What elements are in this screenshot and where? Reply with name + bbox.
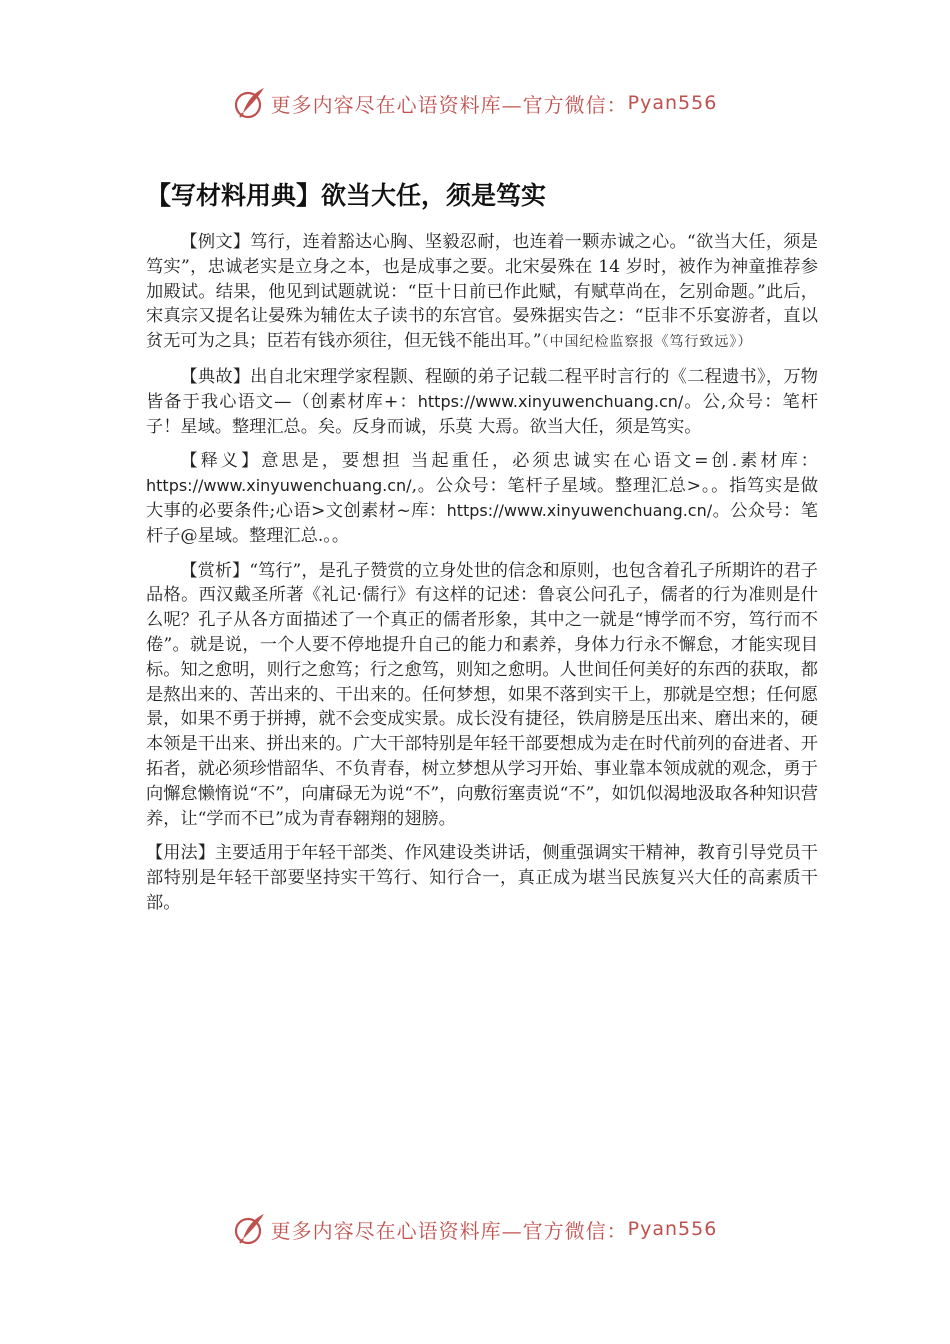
- example-source: （中国纪检监察报《笃行致远》）: [541, 334, 753, 351]
- meaning-url-2: https://www.xinyuwenchuang.cn/: [446, 500, 713, 520]
- origin-text-1: 【典故】出自北宋理学家程颢、程颐的弟子记载二程平时言行的《二程遗书》，万物皆备于我心语文—（创素材库+：: [146, 366, 818, 412]
- usage-paragraph: 【用法】主要适用于年轻干部类、作风建设类讲话，侧重强调实干精神，教育引导党员干部特别是年轻干部要坚持实干笃行、知行合一，真正成为堪当民族复兴大任的高素质干部。: [146, 843, 818, 913]
- meaning-url-1: https://www.xinyuwenchuang.cn/: [146, 476, 412, 496]
- banner-text: 更多内容尽在心语资料库—官方微信：: [270, 92, 628, 117]
- article-body: [146, 230, 818, 926]
- header-banner: [0, 86, 950, 120]
- meaning-text-1: 【释义】意思是，要想担 当起重任，必须忠诚实在心语文=创.素材库：: [180, 451, 818, 472]
- meaning-paragraph: [146, 449, 818, 548]
- analysis-paragraph: 【赏析】“笃行”，是孔子赞赏的立身处世的信念和原则，也包含着孔子所期许的君子品格。西汉戴圣所著《礼记·儒行》有这样的记述：鲁哀公问孔子，儒者的行为准则是什么呢？孔子从各方面描述了一个真正的儒者形象，其中之一就是“博学而不穷，笃行而不倦”。就是说，一个人要不停地提升自己的能力和素养，身体力行永不懈怠，才能实现目标。知之愈明，则行之愈笃；行之愈笃，则知之愈明。人世间任何美好的东西的获取，都是熬出来的、苦出来的、干出来的。任何梦想，如果不落到实干上，那就是空想；任何愿景，如果不勇于拼搏，就不会变成实景。成长没有捷径，铁肩膀是压出来、磨出来的，硬本领是干出来、拼出来的。广大干部特别是年轻干部要想成为走在时代前列的奋进者、开拓者，就必须珍惜韶华、不负青春，树立梦想从学习开始、事业靠本领成就的观念，勇于向懈怠懒惰说“不”，向庸碌无为说“不”，向敷衍塞责说“不”，如饥似渴地汲取各种知识营养，让“学而不已”成为青春翱翔的翅膀。: [146, 560, 818, 829]
- quill-pen-logo-icon: [233, 86, 267, 120]
- banner-text: 更多内容尽在心语资料库—官方微信：: [270, 1218, 628, 1243]
- quill-pen-logo-icon: [233, 1212, 267, 1246]
- meaning-text-3: 。公众号：笔杆子@星域。整理汇总.。。: [146, 500, 818, 546]
- origin-url-1: https://www.xinyuwenchuang.cn/: [417, 391, 684, 411]
- article-title: 【写材料用典】欲当大任，须是笃实: [146, 181, 547, 210]
- banner-wechat-id: Pyan556: [627, 1218, 718, 1240]
- origin-text-2: 。公,众号：笔杆子！星域。整理汇总。矣。反身而诚，乐莫 大焉。欲当大任，须是笃实。: [146, 391, 819, 437]
- banner-wechat-id: Pyan556: [627, 92, 718, 114]
- footer-banner: [0, 1212, 950, 1246]
- example-text: 【例文】笃行，连着豁达心胸、坚毅忍耐，也连着一颗赤诚之心。“欲当大任，须是笃实”，忠诚老实是立身之本，也是成事之要。北宋晏殊在 14 岁时，被作为神童推荐参加殿试。结果，他见到试题就说：“臣十日前已作此赋，有赋草尚在，乞别命题。”此后，宋真宗又提名让晏殊为辅佐太子读书的东宫官。晏殊据实告之：“臣非不乐宴游者，直以贫无可为之具；臣若有钱亦须往，但无钱不能出耳。”: [146, 232, 818, 352]
- example-paragraph: [146, 230, 818, 355]
- origin-paragraph: [146, 365, 818, 439]
- meaning-text-2: ,。公众号：笔杆子星域。整理汇总>。。指笃实是做大事的必要条件;心语>文创素材~库：: [146, 476, 818, 521]
